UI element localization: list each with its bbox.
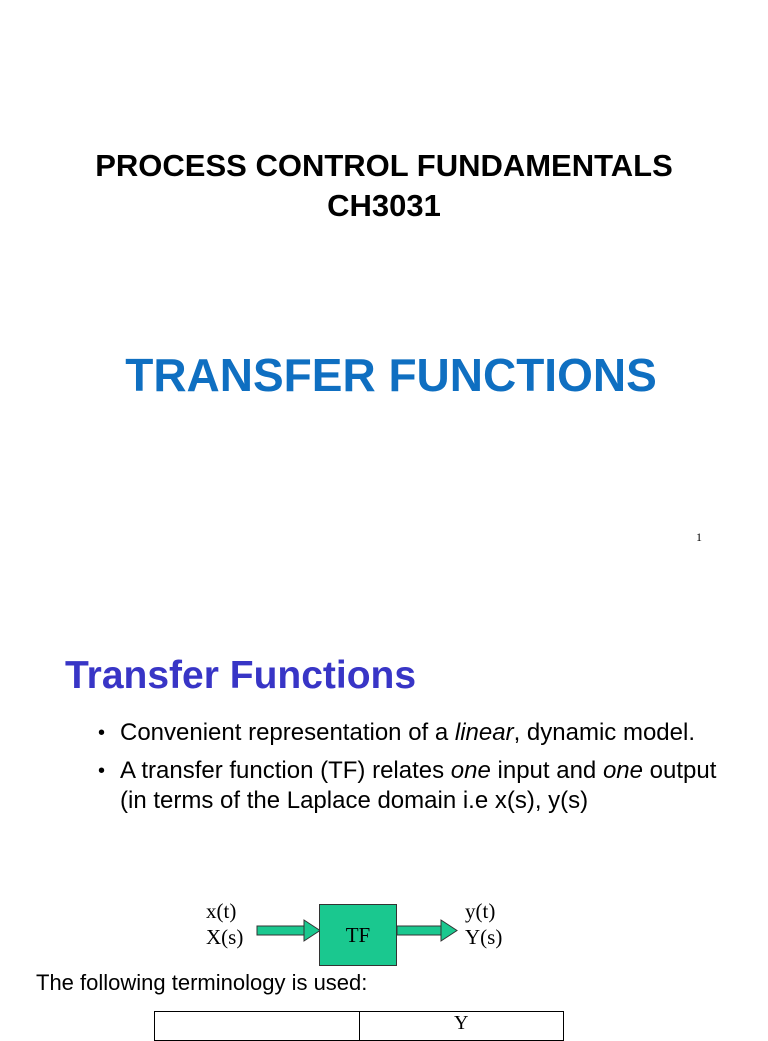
slide-subtitle: TRANSFER FUNCTIONS	[125, 349, 657, 401]
block-label: TF	[345, 922, 371, 947]
table-cell	[360, 1012, 564, 1040]
bullet2-text-2: input and	[490, 757, 603, 784]
bullet2-italic-2: one	[602, 757, 643, 784]
input-arrow-icon	[256, 918, 322, 944]
bullet-dot-icon: •	[98, 722, 106, 744]
title-line-1: PROCESS CONTROL FUNDAMENTALS	[95, 148, 673, 183]
transfer-function-block	[319, 904, 397, 966]
slide-heading: Transfer Functions	[65, 654, 417, 697]
bullet1-text: Convenient representation of a	[120, 719, 455, 746]
table-cell	[155, 1012, 360, 1040]
terminology-text: The following terminology is used:	[36, 970, 368, 995]
bullet2-italic-1: one	[450, 757, 491, 784]
bullet2-text-1: A transfer function (TF) relates	[120, 757, 451, 784]
bullet-item	[98, 756, 718, 816]
output-arrow-icon	[397, 918, 459, 944]
output-time-label: y(t)	[465, 899, 496, 923]
bullet-list	[98, 718, 718, 824]
bullet1-text-end: , dynamic model.	[513, 719, 695, 746]
bullet-item	[98, 718, 718, 748]
bullet1-italic: linear	[454, 719, 514, 746]
output-laplace-label: Y(s)	[465, 925, 503, 949]
page-number: 1	[696, 530, 702, 544]
bullet2-text-3: output (in terms of the Laplace domain i.e x(s), y(s)	[120, 757, 717, 814]
input-laplace-label: X(s)	[206, 925, 244, 949]
title-line-2: CH3031	[327, 188, 441, 223]
table-cell-text: Y	[454, 1012, 469, 1034]
input-time-label: x(t)	[206, 899, 237, 923]
terminology-table	[154, 1011, 564, 1041]
bullet-dot-icon: •	[98, 760, 106, 782]
